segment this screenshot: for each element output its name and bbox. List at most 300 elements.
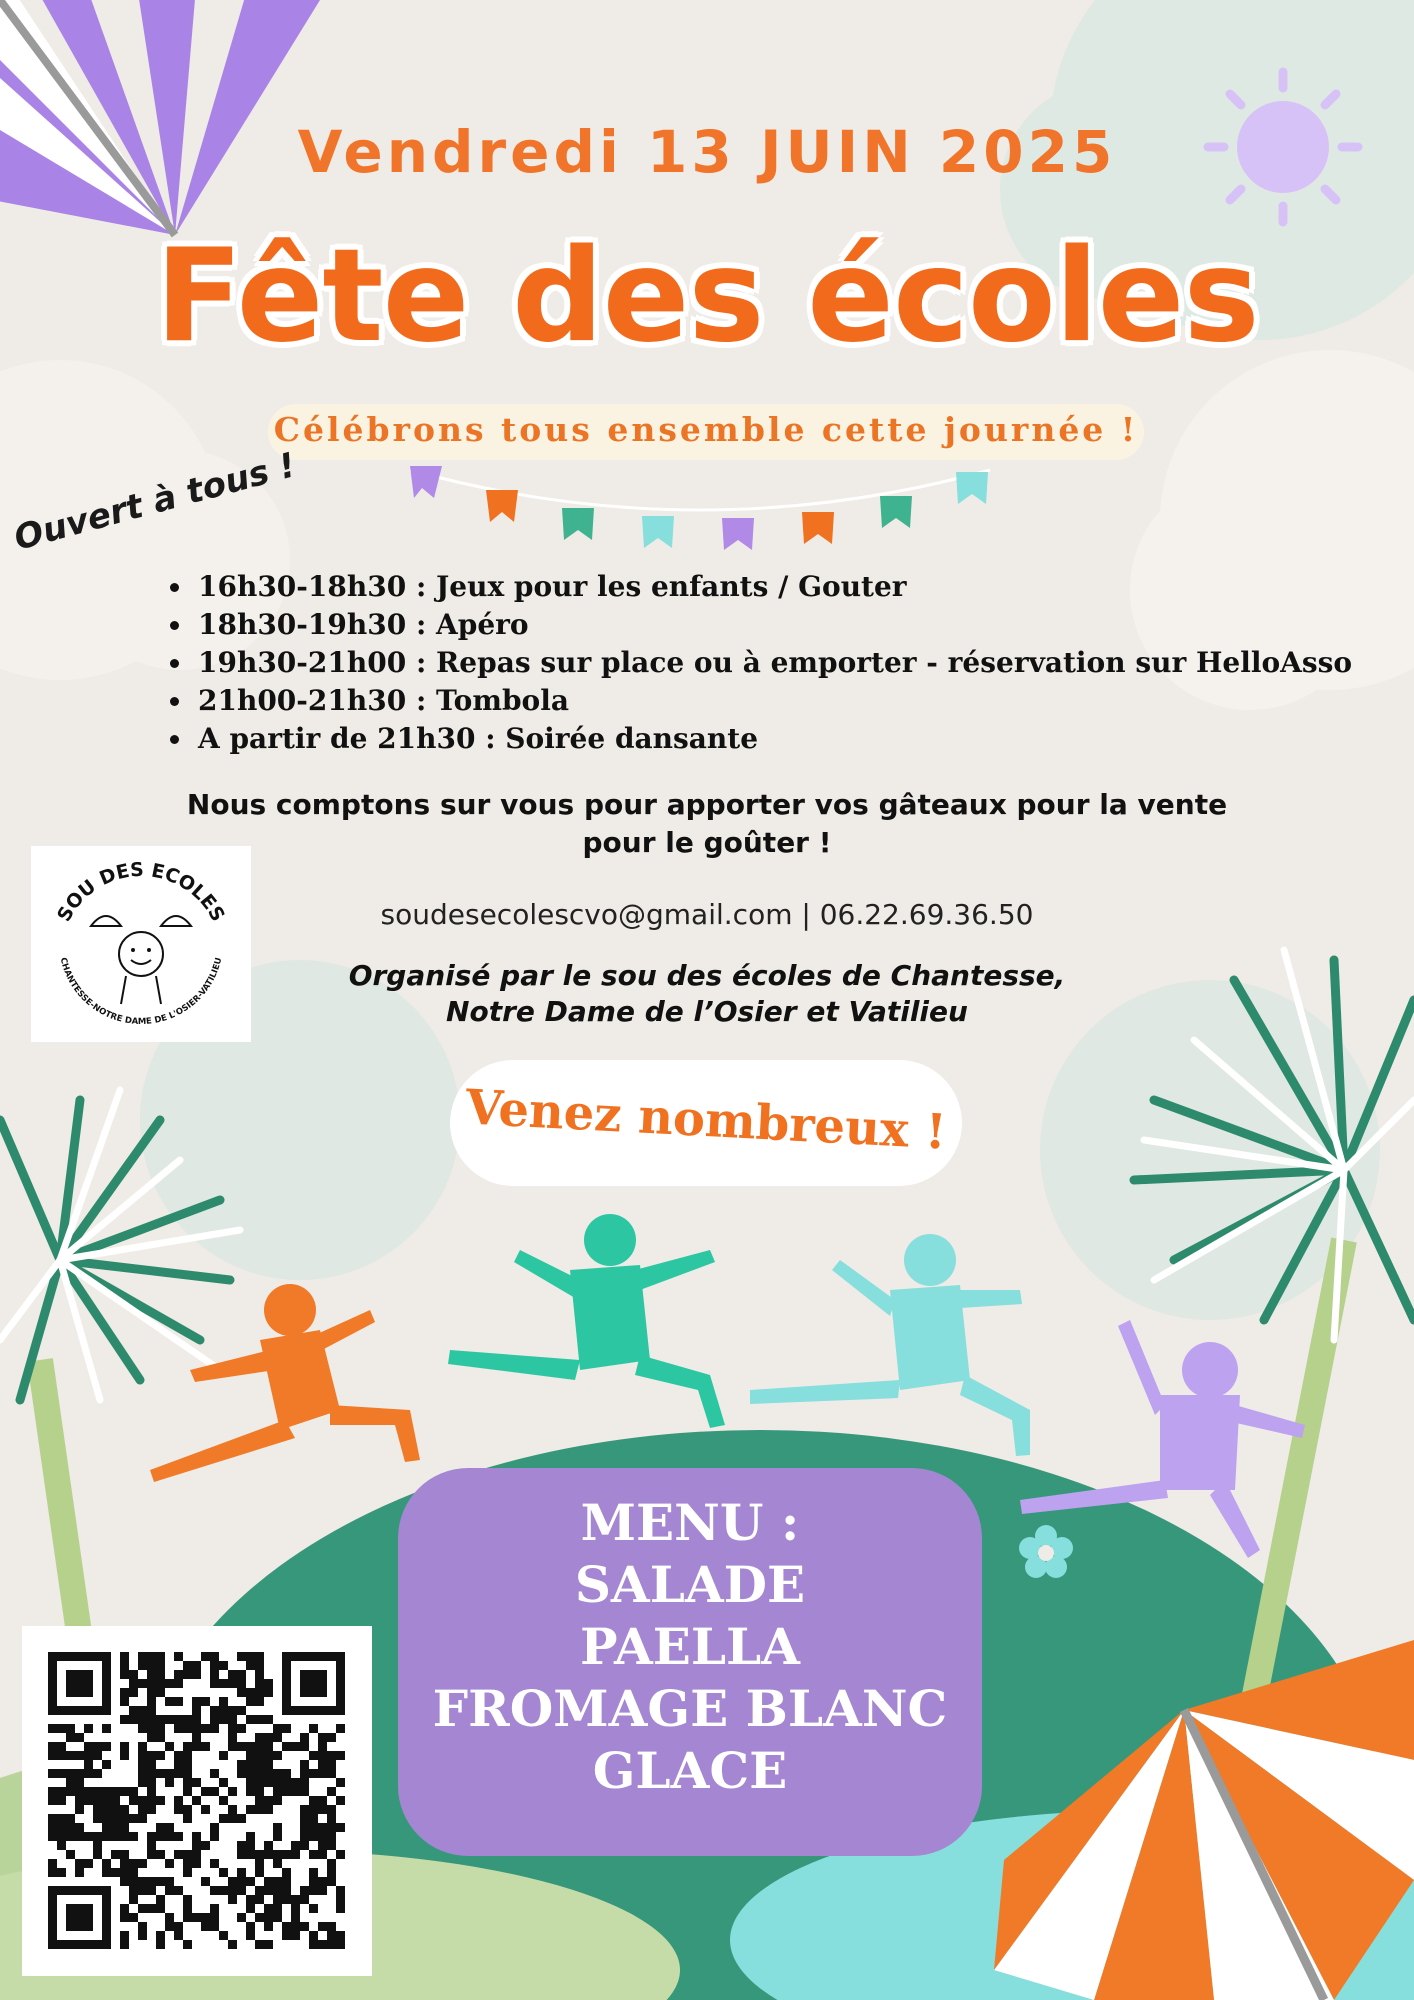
qr-module [138, 1652, 147, 1661]
qr-module [147, 1796, 156, 1805]
qr-module [201, 1877, 210, 1886]
qr-finder-pattern [66, 1670, 93, 1697]
qr-module [273, 1787, 282, 1796]
event-title: Fête des écoles [155, 222, 1259, 371]
qr-module [84, 1859, 93, 1868]
qr-module [255, 1733, 264, 1742]
qr-module [291, 1931, 300, 1940]
qr-module [57, 1823, 66, 1832]
qr-module [273, 1778, 282, 1787]
qr-module [129, 1688, 138, 1697]
qr-module [48, 1742, 57, 1751]
qr-module [165, 1769, 174, 1778]
qr-module [237, 1850, 246, 1859]
qr-module [219, 1679, 228, 1688]
qr-module [327, 1814, 336, 1823]
qr-module [219, 1697, 228, 1706]
qr-module [300, 1841, 309, 1850]
qr-module [255, 1787, 264, 1796]
qr-module [129, 1670, 138, 1679]
cta-text: Venez nombreux ! [464, 1079, 948, 1161]
qr-module [282, 1769, 291, 1778]
qr-module [183, 1751, 192, 1760]
qr-module [138, 1760, 147, 1769]
qr-module [120, 1652, 129, 1661]
qr-module [66, 1778, 75, 1787]
qr-module [336, 1931, 345, 1940]
qr-module [246, 1688, 255, 1697]
qr-module [120, 1823, 129, 1832]
qr-module [84, 1769, 93, 1778]
menu-item: FROMAGE BLANC [432, 1679, 948, 1738]
qr-module [183, 1661, 192, 1670]
qr-module [147, 1769, 156, 1778]
cakes-message-line: pour le goûter ! [582, 826, 832, 859]
qr-module [93, 1751, 102, 1760]
qr-module [264, 1904, 273, 1913]
qr-code-icon[interactable] [22, 1626, 372, 1976]
qr-module [228, 1877, 237, 1886]
qr-module [102, 1805, 111, 1814]
qr-module [219, 1868, 228, 1877]
qr-module [336, 1886, 345, 1895]
qr-module [183, 1868, 192, 1877]
qr-module [93, 1832, 102, 1841]
qr-module [282, 1787, 291, 1796]
qr-module [156, 1769, 165, 1778]
qr-module [210, 1904, 219, 1913]
qr-module [57, 1751, 66, 1760]
qr-module [93, 1769, 102, 1778]
qr-module [192, 1670, 201, 1679]
qr-module [120, 1877, 129, 1886]
qr-module [255, 1886, 264, 1895]
qr-module [201, 1841, 210, 1850]
qr-module [309, 1940, 318, 1949]
qr-module [147, 1724, 156, 1733]
qr-module [327, 1859, 336, 1868]
qr-module [309, 1832, 318, 1841]
menu-item: SALADE [574, 1555, 806, 1614]
qr-module [264, 1751, 273, 1760]
logo-bottom-text: CHANTESSE-NOTRE DAME DE L'OSIER-VATILIEU [57, 956, 225, 1028]
qr-module [273, 1895, 282, 1904]
qr-module [282, 1886, 291, 1895]
qr-module [183, 1787, 192, 1796]
qr-module [291, 1787, 300, 1796]
qr-module [300, 1733, 309, 1742]
qr-module [255, 1652, 264, 1661]
qr-module [111, 1832, 120, 1841]
qr-module [129, 1787, 138, 1796]
qr-module [147, 1841, 156, 1850]
qr-module [138, 1679, 147, 1688]
qr-module [327, 1787, 336, 1796]
qr-module [264, 1841, 273, 1850]
qr-module [219, 1706, 228, 1715]
qr-module [66, 1724, 75, 1733]
qr-module [210, 1823, 219, 1832]
qr-module [327, 1931, 336, 1940]
qr-module [255, 1715, 264, 1724]
qr-module [183, 1670, 192, 1679]
qr-module [219, 1661, 228, 1670]
qr-module [255, 1688, 264, 1697]
qr-module [174, 1652, 183, 1661]
qr-module [129, 1814, 138, 1823]
qr-module [336, 1940, 345, 1949]
qr-module [120, 1859, 129, 1868]
qr-module [111, 1805, 120, 1814]
qr-module [327, 1940, 336, 1949]
qr-module [300, 1832, 309, 1841]
qr-module [120, 1670, 129, 1679]
qr-module [246, 1832, 255, 1841]
qr-module [255, 1760, 264, 1769]
qr-module [48, 1859, 57, 1868]
qr-module [309, 1724, 318, 1733]
organizer-line: Organisé par le sou des écoles de Chantesse, [348, 959, 1066, 992]
qr-module [336, 1823, 345, 1832]
qr-module [174, 1886, 183, 1895]
qr-module [318, 1823, 327, 1832]
qr-module [183, 1904, 192, 1913]
qr-module [219, 1796, 228, 1805]
qr-module [75, 1787, 84, 1796]
qr-module [192, 1715, 201, 1724]
logo-top-text: SOU DES ECOLES [53, 858, 229, 926]
qr-module [210, 1913, 219, 1922]
qr-module [138, 1877, 147, 1886]
qr-module [210, 1661, 219, 1670]
qr-module [318, 1886, 327, 1895]
qr-module [327, 1751, 336, 1760]
qr-module [102, 1760, 111, 1769]
qr-module [291, 1742, 300, 1751]
qr-module [75, 1733, 84, 1742]
qr-module [192, 1832, 201, 1841]
qr-module [327, 1877, 336, 1886]
qr-module [192, 1742, 201, 1751]
qr-module [84, 1796, 93, 1805]
qr-module [57, 1868, 66, 1877]
qr-module [192, 1661, 201, 1670]
qr-module [201, 1913, 210, 1922]
qr-module [48, 1814, 57, 1823]
qr-module [183, 1940, 192, 1949]
qr-module [66, 1814, 75, 1823]
qr-module [291, 1904, 300, 1913]
qr-module [57, 1769, 66, 1778]
qr-module [174, 1670, 183, 1679]
qr-module [165, 1715, 174, 1724]
qr-module [138, 1706, 147, 1715]
qr-module [102, 1796, 111, 1805]
qr-module [219, 1778, 228, 1787]
qr-module [138, 1931, 147, 1940]
qr-module [147, 1904, 156, 1913]
qr-module [327, 1805, 336, 1814]
qr-module [264, 1769, 273, 1778]
qr-module [228, 1742, 237, 1751]
qr-module [264, 1922, 273, 1931]
qr-module [138, 1769, 147, 1778]
qr-module [120, 1913, 129, 1922]
qr-module [138, 1778, 147, 1787]
qr-module [228, 1886, 237, 1895]
qr-module [174, 1751, 183, 1760]
qr-module [66, 1850, 75, 1859]
qr-module [156, 1877, 165, 1886]
qr-module [309, 1751, 318, 1760]
qr-module [156, 1850, 165, 1859]
qr-module [111, 1823, 120, 1832]
qr-module [120, 1904, 129, 1913]
qr-module [120, 1661, 129, 1670]
qr-module [174, 1805, 183, 1814]
qr-module [300, 1805, 309, 1814]
qr-module [264, 1796, 273, 1805]
qr-module [165, 1859, 174, 1868]
qr-module [300, 1769, 309, 1778]
qr-module [327, 1832, 336, 1841]
qr-module [237, 1670, 246, 1679]
qr-module [309, 1823, 318, 1832]
qr-module [192, 1778, 201, 1787]
qr-module [210, 1706, 219, 1715]
qr-module [228, 1787, 237, 1796]
qr-module [255, 1805, 264, 1814]
qr-module [111, 1850, 120, 1859]
qr-module [192, 1724, 201, 1733]
qr-module [273, 1733, 282, 1742]
qr-module [120, 1868, 129, 1877]
qr-module [102, 1823, 111, 1832]
qr-module [264, 1715, 273, 1724]
qr-module [48, 1787, 57, 1796]
qr-module [102, 1787, 111, 1796]
qr-module [246, 1778, 255, 1787]
qr-module [318, 1742, 327, 1751]
qr-module [165, 1913, 174, 1922]
qr-module [183, 1895, 192, 1904]
qr-module [174, 1832, 183, 1841]
qr-module [147, 1787, 156, 1796]
qr-module [48, 1868, 57, 1877]
qr-module [147, 1652, 156, 1661]
qr-module [237, 1706, 246, 1715]
qr-module [165, 1832, 174, 1841]
qr-module [156, 1832, 165, 1841]
qr-module [129, 1859, 138, 1868]
qr-module [129, 1913, 138, 1922]
qr-module [111, 1868, 120, 1877]
qr-module [264, 1850, 273, 1859]
qr-module [84, 1832, 93, 1841]
qr-module [282, 1724, 291, 1733]
qr-module [210, 1832, 219, 1841]
qr-module [129, 1715, 138, 1724]
schedule-item: • 16h30-18h30 : Jeux pour les enfants / Gouter [194, 568, 1352, 606]
qr-module [210, 1769, 219, 1778]
qr-module [93, 1742, 102, 1751]
qr-module [309, 1904, 318, 1913]
qr-module [48, 1769, 57, 1778]
qr-module [111, 1796, 120, 1805]
qr-module [138, 1751, 147, 1760]
qr-module [318, 1877, 327, 1886]
qr-module [246, 1742, 255, 1751]
qr-finder-pattern [66, 1904, 93, 1931]
qr-module [228, 1805, 237, 1814]
qr-module [291, 1922, 300, 1931]
qr-module [156, 1715, 165, 1724]
qr-module [246, 1895, 255, 1904]
qr-module [300, 1922, 309, 1931]
qr-module [273, 1859, 282, 1868]
qr-module [57, 1796, 66, 1805]
qr-module [255, 1697, 264, 1706]
qr-module [237, 1742, 246, 1751]
qr-module [246, 1931, 255, 1940]
qr-module [300, 1814, 309, 1823]
qr-module [201, 1697, 210, 1706]
qr-module [309, 1769, 318, 1778]
qr-module [147, 1805, 156, 1814]
qr-module [156, 1931, 165, 1940]
qr-module [183, 1742, 192, 1751]
qr-module [129, 1877, 138, 1886]
qr-module [318, 1940, 327, 1949]
qr-module [138, 1904, 147, 1913]
qr-module [75, 1778, 84, 1787]
qr-module [84, 1760, 93, 1769]
schedule-item: • 19h30-21h00 : Repas sur place ou à emporter - réservation sur HelloAsso [194, 644, 1352, 682]
qr-module [192, 1706, 201, 1715]
qr-module [255, 1796, 264, 1805]
qr-module [183, 1715, 192, 1724]
qr-module [246, 1697, 255, 1706]
qr-module [192, 1841, 201, 1850]
qr-module [264, 1886, 273, 1895]
qr-module [246, 1841, 255, 1850]
qr-module [120, 1751, 129, 1760]
qr-module [138, 1742, 147, 1751]
qr-module [336, 1778, 345, 1787]
qr-module [147, 1778, 156, 1787]
qr-module [246, 1661, 255, 1670]
qr-module [201, 1805, 210, 1814]
qr-module [264, 1742, 273, 1751]
qr-module [174, 1931, 183, 1940]
qr-module [93, 1796, 102, 1805]
organizer-text [0, 958, 1414, 1030]
qr-module [300, 1823, 309, 1832]
qr-module [174, 1724, 183, 1733]
qr-module [129, 1796, 138, 1805]
qr-module [309, 1814, 318, 1823]
schedule-item: • 18h30-19h30 : Apéro [194, 606, 1352, 644]
qr-module [66, 1733, 75, 1742]
qr-module [57, 1742, 66, 1751]
qr-module [273, 1904, 282, 1913]
qr-module [183, 1769, 192, 1778]
qr-module [255, 1913, 264, 1922]
qr-module [57, 1832, 66, 1841]
qr-module [75, 1832, 84, 1841]
qr-module [282, 1895, 291, 1904]
qr-module [255, 1940, 264, 1949]
qr-module [156, 1688, 165, 1697]
qr-module [264, 1688, 273, 1697]
qr-module [75, 1796, 84, 1805]
qr-module [246, 1877, 255, 1886]
qr-module [264, 1877, 273, 1886]
qr-module [255, 1850, 264, 1859]
qr-module [318, 1733, 327, 1742]
qr-module [318, 1751, 327, 1760]
qr-module [48, 1751, 57, 1760]
qr-module [165, 1823, 174, 1832]
qr-module [75, 1868, 84, 1877]
qr-module [264, 1805, 273, 1814]
qr-module [93, 1850, 102, 1859]
qr-module [120, 1850, 129, 1859]
qr-module [48, 1832, 57, 1841]
qr-module [201, 1724, 210, 1733]
qr-module [93, 1841, 102, 1850]
menu-item: GLACE [592, 1741, 788, 1800]
qr-module [156, 1940, 165, 1949]
qr-module [147, 1679, 156, 1688]
qr-module [300, 1778, 309, 1787]
qr-module [201, 1922, 210, 1931]
qr-module [228, 1733, 237, 1742]
qr-module [111, 1787, 120, 1796]
qr-module [174, 1760, 183, 1769]
qr-module [147, 1670, 156, 1679]
qr-module [246, 1787, 255, 1796]
qr-module [318, 1850, 327, 1859]
qr-module [156, 1661, 165, 1670]
qr-module [327, 1922, 336, 1931]
qr-module [75, 1805, 84, 1814]
qr-module [228, 1940, 237, 1949]
qr-module [165, 1697, 174, 1706]
qr-module [210, 1679, 219, 1688]
qr-module [264, 1760, 273, 1769]
qr-module [120, 1814, 129, 1823]
qr-module [183, 1859, 192, 1868]
cakes-message [180, 786, 1234, 862]
qr-module [48, 1796, 57, 1805]
qr-module [282, 1868, 291, 1877]
qr-module [84, 1724, 93, 1733]
qr-module [282, 1931, 291, 1940]
qr-module [102, 1724, 111, 1733]
qr-module [147, 1661, 156, 1670]
qr-module [255, 1751, 264, 1760]
qr-module [309, 1877, 318, 1886]
qr-module [57, 1814, 66, 1823]
qr-module [327, 1769, 336, 1778]
qr-module [237, 1877, 246, 1886]
qr-module [147, 1751, 156, 1760]
qr-module [228, 1670, 237, 1679]
qr-module [264, 1940, 273, 1949]
qr-module [228, 1715, 237, 1724]
qr-module [147, 1877, 156, 1886]
